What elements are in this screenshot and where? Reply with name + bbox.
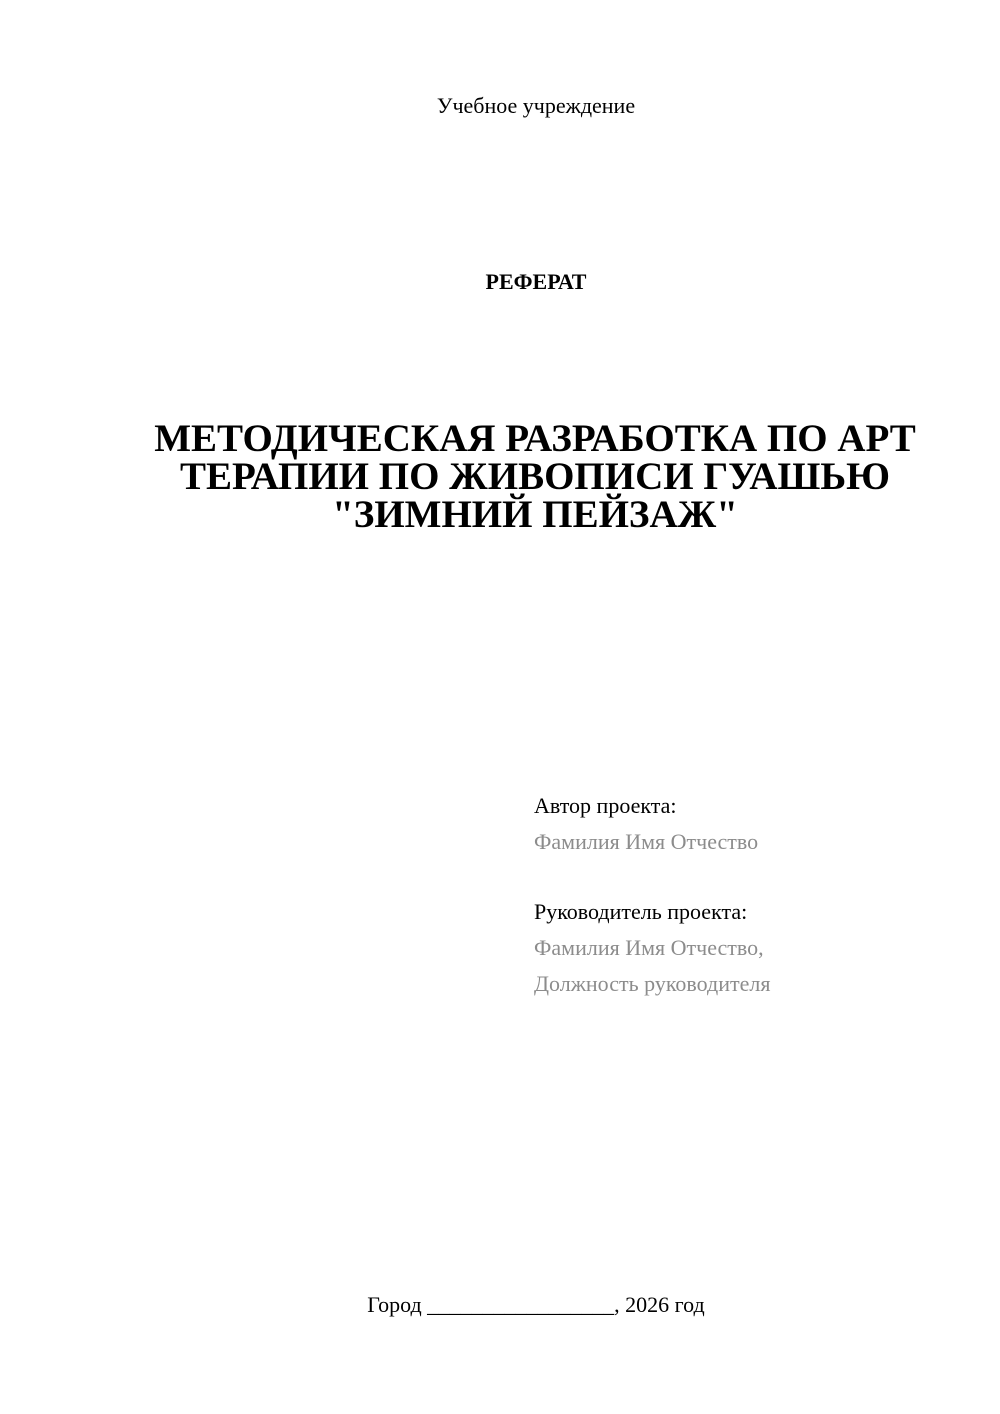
supervisor-position: Должность руководителя xyxy=(534,971,771,996)
supervisor-label: Руководитель проекта: xyxy=(534,899,748,924)
footer-city-year xyxy=(0,1290,1000,1320)
title-line-3: "ЗИМНИЙ ПЕЙЗАЖ" xyxy=(332,493,738,536)
credits-spacer xyxy=(534,860,770,894)
author-label: Автор проекта: xyxy=(534,793,677,818)
document-type: РЕФЕРАТ xyxy=(485,269,587,294)
author-name: Фамилия Имя Отчество xyxy=(534,829,759,854)
city-blank: _________________ xyxy=(427,1292,615,1317)
title-line-2: ТЕРАПИИ ПО ЖИВОПИСИ ГУАШЬЮ xyxy=(179,455,891,498)
city-label: Город xyxy=(367,1292,422,1317)
credits-block xyxy=(534,788,770,1002)
institution-name: Учебное учреждение xyxy=(436,93,636,118)
year-text: , 2026 год xyxy=(614,1292,705,1317)
supervisor-name: Фамилия Имя Отчество, xyxy=(534,935,764,960)
title-line-1: МЕТОДИЧЕСКАЯ РАЗРАБОТКА ПО АРТ xyxy=(154,417,916,460)
document-title xyxy=(110,417,960,536)
